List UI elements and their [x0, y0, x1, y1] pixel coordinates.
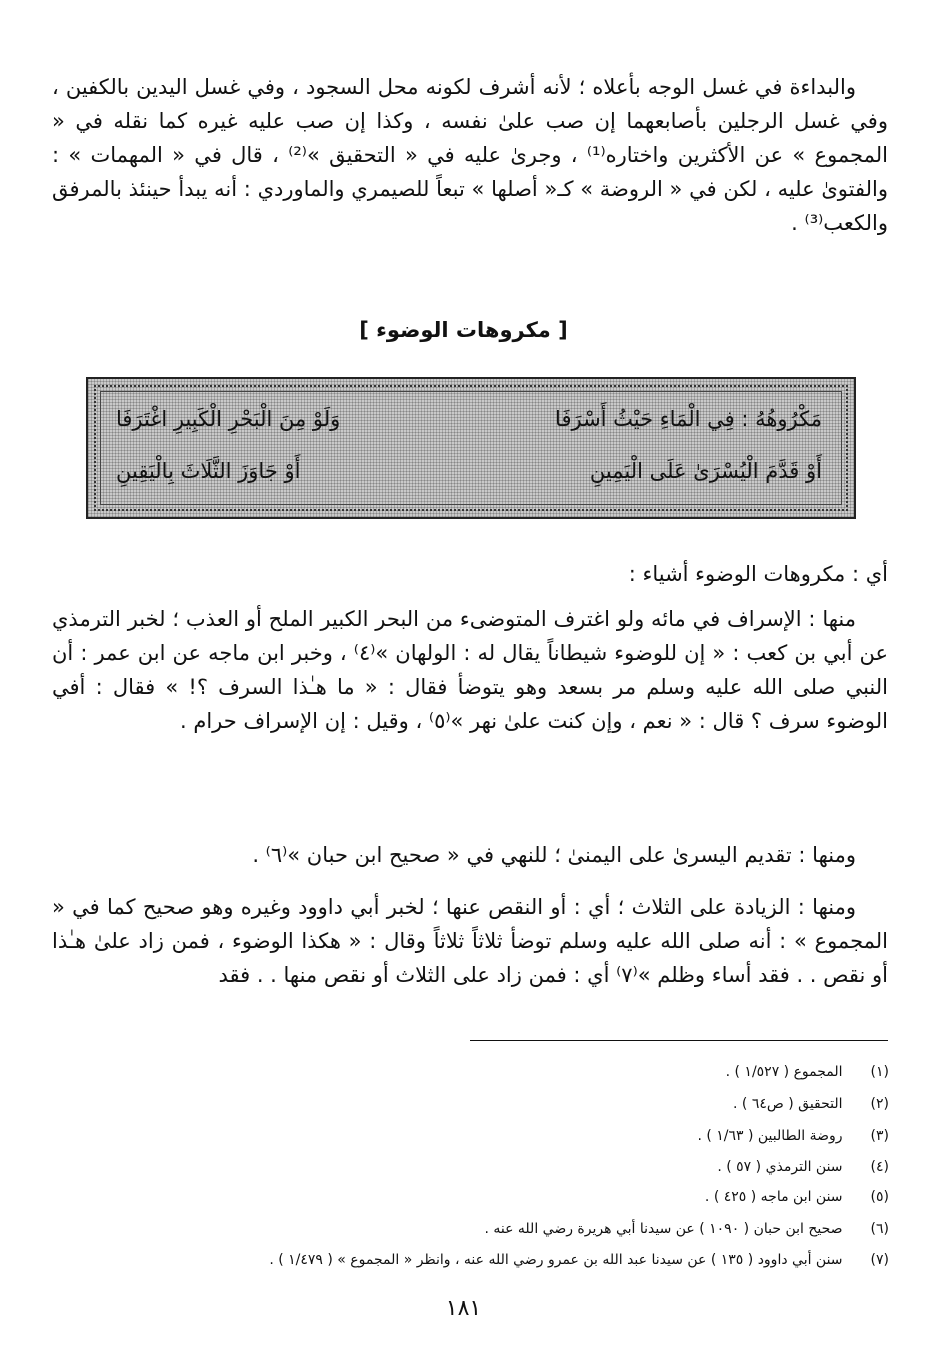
- footnote-number: (٣): [870, 1128, 889, 1144]
- footnote: [717, 1157, 889, 1177]
- footnote: [726, 1062, 889, 1082]
- footnote: [697, 1126, 889, 1146]
- footnote-number: (٥): [870, 1189, 889, 1205]
- footnote: [705, 1187, 889, 1207]
- footnote-separator: [470, 1040, 888, 1041]
- paragraph-intro: أي : مكروهات الوضوء أشياء :: [628, 562, 888, 586]
- footnote-number: (٢): [870, 1096, 889, 1112]
- footnote-text: سنن ابن ماجه ( ٤٢٥ ) .: [704, 1189, 843, 1205]
- footnote: [733, 1094, 889, 1114]
- footnote-text: سنن الترمذي ( ٥٧ ) .: [717, 1159, 843, 1175]
- footnote-number: (٤): [870, 1159, 889, 1175]
- footnote-number: (١): [870, 1064, 889, 1080]
- paragraph-more-than-three: ومنها : الزيادة على الثلاث ؛ أي : أو النقص عنها ؛ لخبر أبي داوود وغيره وهو صحيح كما في « المجموع » : أنه صلى الله عليه وسلم توضأ ثلاثاً ثلاثاً وقال : « هكذا الوضوء ، فمن زاد علىٰ هـٰذا أو نقص . . فقد أساء وظلم »⁽٧⁾ أي : فمن زاد على الثلاث أو نقص منها . . فقد: [52, 895, 888, 987]
- paragraph-israf: منها : الإسراف في مائه ولو اغترف المتوضىء من البحر الكبير الملح أو العذب ؛ لخبر الترمذي عن أبي بن كعب : « إن للوضوء شيطاناً يقال له : الولهان »⁽٤⁾ ، وخبر ابن ماجه عن ابن عمر : أن النبي صلى الله عليه وسلم مر بسعد وهو يتوضأ فقال : « ما هـٰذا السرف ؟! » فقال : أفي الوضوء سرف ؟ قال : « نعم ، وإن كنت علىٰ نهر »⁽٥⁾ ، وقيل : إن الإسراف حرام .: [52, 607, 888, 733]
- footnote: [269, 1250, 889, 1270]
- footnote-text: روضة الطالبين ( ١/٦٣ ) .: [697, 1128, 843, 1144]
- section-heading: [ مكروهات الوضوء ]: [359, 318, 568, 342]
- footnote-text: المجموع ( ١/٥٢٧ ) .: [725, 1064, 843, 1080]
- footnote-text: صحيح ابن حبان ( ١٠٩٠ ) عن سيدنا أبي هريرة رضي الله عنه .: [484, 1221, 843, 1237]
- footnote-text: سنن أبي داوود ( ١٣٥ ) عن سيدنا عبد الله بن عمرو رضي الله عنه ، وانظر « المجموع » ( ١/٤٧٩ ) .: [269, 1252, 843, 1268]
- footnote-number: (٦): [870, 1221, 889, 1237]
- poem-box: [86, 377, 856, 519]
- footnote-text: التحقيق ( ص٦٤ ) .: [733, 1096, 843, 1112]
- verse-line-2-first-hemistich: أَوْ قَدَّمَ الْيُسْرَىٰ عَلَى الْيَمِينِ: [589, 459, 822, 483]
- footnote-number: (٧): [870, 1252, 889, 1268]
- paragraph-washing-order: والبداءة في غسل الوجه بأعلاه ؛ لأنه أشرف لكونه محل السجود ، وفي غسل اليدين بالكفين ، وفي غسل الرجلين بأصابعهما إن صب علىٰ نفسه ، وكذا إن صب عليه غيره كما نقله في « المجموع » عن الأكثرين واختاره⁽¹⁾ ، وجرىٰ عليه في « التحقيق »⁽²⁾ ، قال في « المهمات » : والفتوىٰ عليه ، لكن في « الروضة » كـ« أصلها » تبعاً للصيمري والماوردي : أنه يبدأ حينئذ بالمرفق والكعب⁽³⁾ .: [52, 75, 888, 235]
- paragraph-left-before-right: ومنها : تقديم اليسرىٰ على اليمنىٰ ؛ للنهي في « صحيح ابن حبان »⁽٦⁾ .: [252, 843, 856, 867]
- footnote: [484, 1219, 889, 1239]
- page-number: ١٨١: [445, 1296, 482, 1321]
- verse-line-2-second-hemistich: أَوْ جَاوَزَ الثَّلَاثَ بِالْيَقِينِ: [116, 459, 301, 483]
- verse-line-1-second-hemistich: وَلَوْ مِنَ الْبَحْرِ الْكَبِيرِ اغْتَرَفَا: [116, 407, 341, 431]
- verse-line-1-first-hemistich: مَكْرُوهُهُ : فِي الْمَاءِ حَيْثُ أَسْرَفَا: [555, 407, 822, 431]
